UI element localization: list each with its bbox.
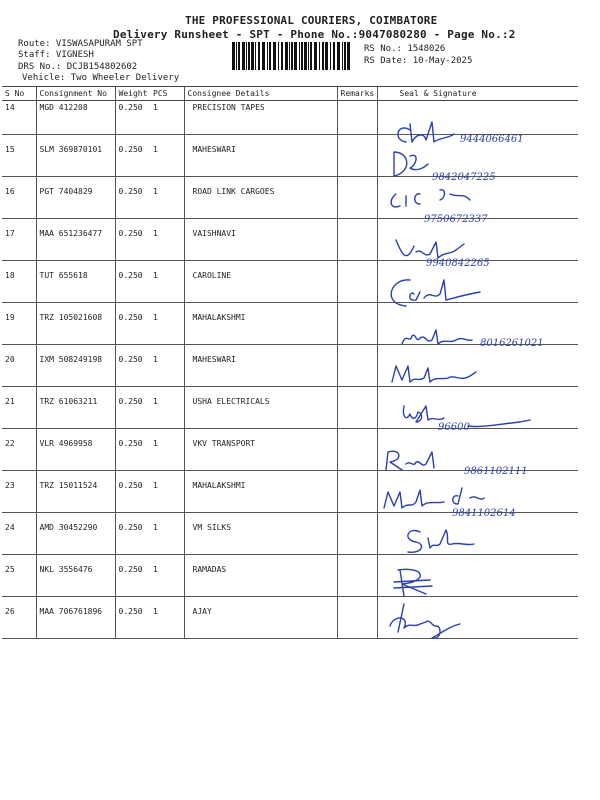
row-consignment: TRZ 105021608	[36, 303, 115, 345]
row-consignment: IXM 508249198	[36, 345, 115, 387]
col-consignee: Consignee Details	[184, 87, 337, 101]
row-pcs: 1	[150, 219, 184, 261]
row-consignment: VLR 4969958	[36, 429, 115, 471]
row-consignee: RAMADAS	[184, 555, 337, 597]
row-weight: 0.250	[115, 135, 150, 177]
barcode-bar	[273, 42, 276, 70]
signature-phone-14: 9444066461	[460, 134, 524, 145]
barcode-bar	[289, 42, 290, 70]
row-consignment: TRZ 61063211	[36, 387, 115, 429]
row-pcs: 1	[150, 429, 184, 471]
signature-phone-23: 9841102614	[452, 508, 516, 519]
barcode-bar	[281, 42, 283, 70]
barcode-bar	[322, 42, 324, 70]
row-weight: 0.250	[115, 429, 150, 471]
row-sno: 19	[2, 303, 36, 345]
row-consignee: MAHESWARI	[184, 135, 337, 177]
row-sno: 25	[2, 555, 36, 597]
rs-number: RS No.: 1548026	[364, 44, 446, 54]
row-remarks	[337, 471, 377, 513]
row-pcs: 1	[150, 261, 184, 303]
row-pcs: 1	[150, 135, 184, 177]
col-sno: S No	[2, 87, 36, 101]
row-remarks	[337, 303, 377, 345]
barcode-bar	[269, 42, 271, 70]
vehicle-label: Vehicle: Two Wheeler Delivery	[22, 73, 180, 83]
row-sno: 22	[2, 429, 36, 471]
signature-23	[380, 482, 570, 522]
barcode-bar	[294, 42, 297, 70]
barcode-bar	[258, 42, 260, 70]
col-consignment: Consignment No	[36, 87, 115, 101]
route-label: Route: VISWASAPURAM SPT	[18, 39, 143, 49]
barcode-bar	[251, 42, 254, 70]
row-pcs: 1	[150, 387, 184, 429]
barcode-bar	[314, 42, 317, 70]
row-pcs: 1	[150, 513, 184, 555]
row-consignee: VM SILKS	[184, 513, 337, 555]
row-consignee: ROAD LINK CARGOES	[184, 177, 337, 219]
barcode-bar	[267, 42, 268, 70]
barcode-bar	[255, 42, 256, 70]
row-remarks	[337, 429, 377, 471]
row-remarks	[337, 177, 377, 219]
barcode-bar	[325, 42, 328, 70]
row-pcs: 1	[150, 597, 184, 639]
barcode-bar	[333, 42, 335, 70]
barcode-bar	[319, 42, 320, 70]
row-consignment: MAA 651236477	[36, 219, 115, 261]
row-consignment: TRZ 15011524	[36, 471, 115, 513]
signature-16	[380, 184, 570, 224]
runsheet-subtitle: Delivery Runsheet - SPT - Phone No.:9047080280 - Page No.:2	[113, 28, 516, 41]
barcode-bar	[347, 42, 350, 70]
row-weight: 0.250	[115, 177, 150, 219]
row-consignee: USHA ELECTRICALS	[184, 387, 337, 429]
barcode-bar	[342, 42, 343, 70]
row-weight: 0.250	[115, 555, 150, 597]
row-consignee: MAHESWARI	[184, 345, 337, 387]
barcode-bar	[262, 42, 265, 70]
col-signature: Seal & Signature	[377, 87, 578, 101]
col-remarks: Remarks	[337, 87, 377, 101]
signature-phone-22: 9861102111	[464, 466, 528, 477]
barcode-bar	[308, 42, 309, 70]
row-remarks	[337, 345, 377, 387]
company-title: THE PROFESSIONAL COURIERS, COIMBATORE	[185, 14, 438, 27]
row-sno: 14	[2, 101, 36, 135]
barcode-bar	[299, 42, 300, 70]
signature-15	[380, 146, 570, 186]
row-remarks	[337, 101, 377, 135]
barcode-bar	[330, 42, 331, 70]
row-pcs: 1	[150, 303, 184, 345]
row-sno: 24	[2, 513, 36, 555]
barcode-bar	[310, 42, 312, 70]
signature-phone-16: 9750672337	[424, 214, 488, 224]
row-sno: 20	[2, 345, 36, 387]
row-weight: 0.250	[115, 387, 150, 429]
barcode-bar	[248, 42, 250, 70]
row-consignment: PGT 7404829	[36, 177, 115, 219]
col-pcs: PCS	[150, 87, 184, 101]
row-weight: 0.250	[115, 303, 150, 345]
row-pcs: 1	[150, 177, 184, 219]
barcode-bar	[242, 42, 245, 70]
drs-label: DRS No.: DCJB154802602	[18, 62, 138, 72]
row-sno: 18	[2, 261, 36, 303]
signature-21	[380, 400, 570, 440]
barcode-bar	[238, 42, 240, 70]
barcode-bar	[278, 42, 279, 70]
row-consignee: PRECISION TAPES	[184, 101, 337, 135]
signature-18	[380, 272, 570, 312]
row-consignee: VKV TRANSPORT	[184, 429, 337, 471]
barcode-bar	[232, 42, 235, 70]
row-weight: 0.250	[115, 101, 150, 135]
row-consignment: SLM 369870101	[36, 135, 115, 177]
row-weight: 0.250	[115, 597, 150, 639]
signature-26	[380, 600, 570, 640]
barcode-bar	[304, 42, 307, 70]
barcode-bar	[285, 42, 288, 70]
row-pcs: 1	[150, 471, 184, 513]
row-consignment: MAA 706761896	[36, 597, 115, 639]
signature-phone-15: 9842047225	[432, 172, 496, 183]
row-consignee: CAROLINE	[184, 261, 337, 303]
row-remarks	[337, 555, 377, 597]
row-remarks	[337, 597, 377, 639]
row-consignment: NKL 3556476	[36, 555, 115, 597]
rs-date: RS Date: 10-May-2025	[364, 56, 473, 66]
row-consignment: AMD 30452290	[36, 513, 115, 555]
barcode	[232, 42, 350, 70]
row-weight: 0.250	[115, 471, 150, 513]
signature-24	[380, 522, 570, 562]
barcode-bar	[337, 42, 340, 70]
row-weight: 0.250	[115, 261, 150, 303]
signature-phone-21: 96600	[438, 422, 470, 433]
row-consignment: TUT 655618	[36, 261, 115, 303]
row-sno: 23	[2, 471, 36, 513]
row-remarks	[337, 135, 377, 177]
row-weight: 0.250	[115, 513, 150, 555]
row-pcs: 1	[150, 555, 184, 597]
staff-label: Staff: VIGNESH	[18, 50, 94, 60]
row-weight: 0.250	[115, 345, 150, 387]
signature-phone-17: 9940842265	[426, 258, 490, 269]
row-consignee: MAHALAKSHMI	[184, 471, 337, 513]
row-sno: 26	[2, 597, 36, 639]
barcode-bar	[291, 42, 293, 70]
col-weight: Weight	[115, 87, 150, 101]
row-sno: 21	[2, 387, 36, 429]
row-consignee: VAISHNAVI	[184, 219, 337, 261]
table-header-row	[2, 87, 578, 101]
row-remarks	[337, 387, 377, 429]
signature-25	[380, 562, 570, 602]
row-remarks	[337, 261, 377, 303]
barcode-bar	[236, 42, 237, 70]
row-sno: 16	[2, 177, 36, 219]
row-remarks	[337, 513, 377, 555]
signature-17	[380, 232, 570, 272]
barcode-bar	[301, 42, 303, 70]
row-pcs: 1	[150, 345, 184, 387]
row-consignee: AJAY	[184, 597, 337, 639]
signature-22	[380, 442, 570, 482]
row-remarks	[337, 219, 377, 261]
row-sno: 17	[2, 219, 36, 261]
row-pcs: 1	[150, 101, 184, 135]
row-consignment: MGD 412208	[36, 101, 115, 135]
signature-19	[380, 322, 570, 362]
row-consignee: MAHALAKSHMI	[184, 303, 337, 345]
barcode-bar	[246, 42, 247, 70]
row-weight: 0.250	[115, 219, 150, 261]
signature-20	[380, 358, 570, 398]
signature-phone-19: 8016261021	[480, 338, 544, 349]
row-sno: 15	[2, 135, 36, 177]
barcode-bar	[344, 42, 346, 70]
